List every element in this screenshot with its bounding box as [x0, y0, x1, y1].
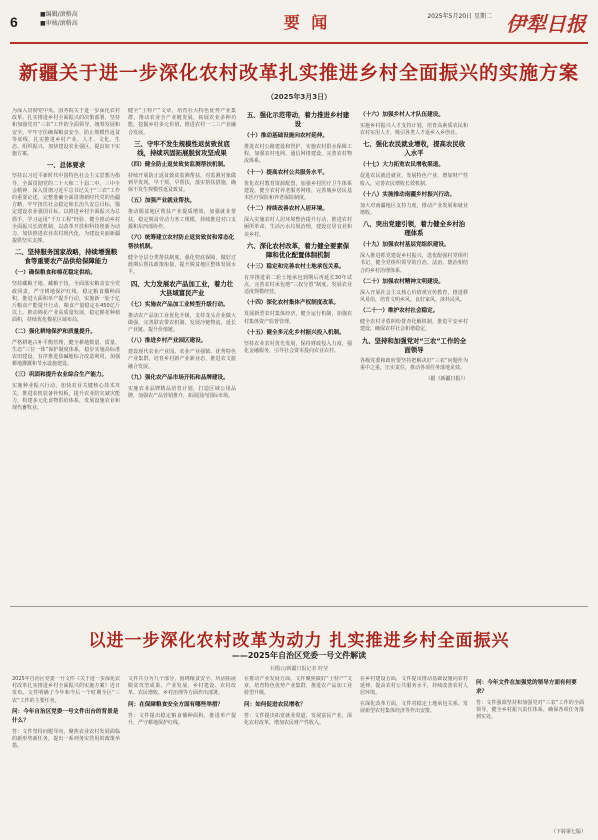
- subsection-heading: （一）确保粮食和棉花稳定供给。: [12, 270, 96, 277]
- paragraph: 在乡村建设方面，文件提出推动基础设施向农村延伸，提高农村公共服务水平，持续改善农村人居环境。: [360, 676, 468, 697]
- text-column: [360, 676, 468, 834]
- text-column: [244, 108, 352, 600]
- subsection-heading: （五）加强产业就业帮扶。: [128, 198, 196, 205]
- paragraph: 加大对南疆地区支持力度，推动产业发展和就业增收。: [360, 202, 468, 217]
- paragraph: 坚持藏粮于地、藏粮于技，全面落实粮食安全党政同责，严守耕地保护红线，稳定粮食播种面积，推进大面积单产提升行动，实施新一轮千亿斤粮食产能提升行动，粮食产量稳定在450亿斤以上。推动棉花产业高质量发展，稳定棉花种植面积，持续优化棉花区域布局。: [12, 281, 120, 324]
- section-heading: 四、大力发展农产品加工业，着力壮大县域富民产业: [130, 279, 234, 297]
- editor-line: ■编辑/滚格高: [40, 11, 78, 18]
- subsection-heading: （七）实施农产品加工业转型升级行动。: [128, 301, 229, 308]
- paragraph: 推进农村公路建设和管护，实施农村供水保障工程，加强农村电网、通信网络建设，完善农村物流体系。: [244, 144, 352, 165]
- paragraph: 答：文件坚持问题导向，聚焦农业农村发展面临的新形势新任务，提出一系列务实管用的政策举措。: [12, 728, 120, 750]
- headline-date: （2025年3月3日）: [266, 93, 332, 101]
- paragraph: 实施农业品牌精品培育计划，打造区域公用品牌，加强农产品营销推介，拓展国内国际市场。: [128, 385, 236, 400]
- paragraph: 深入实施农村人居环境整治提升行动，推进农村厕所革命、生活污水垃圾治理，建设宜居宜业和美乡村。: [244, 217, 352, 238]
- date-line: 2025年5月20日 星期二: [427, 13, 492, 20]
- subsection-heading: （十三）稳定和完善农村土地承包关系。: [244, 263, 345, 270]
- section-heading: 二、坚持服务国家战略，持续增强粮食等重要农产品供给保障能力: [14, 248, 118, 266]
- text-column: [360, 108, 468, 600]
- subsection-heading: （六）统筹建立农村防止返贫致贫和常态化帮扶机制。: [128, 235, 235, 251]
- subsection-heading: （十四）深化农村集体产权制度改革。: [244, 300, 340, 307]
- paragraph: 推动脱贫地区帮扶产业提质增效，加强就业帮扶，稳定脱贫劳动力务工规模，持续推进对口支援和东西部协作。: [128, 209, 236, 230]
- subsection-heading: （十五）健全多元化乡村振兴投入机制。: [244, 329, 345, 336]
- paragraph: 文件共分为九个部分，围绕粮食安全、巩固拓展脱贫攻坚成果、产业发展、乡村建设、农村改革、农民增收、乡村治理等方面作出部署。: [128, 676, 236, 697]
- text-column: [128, 108, 236, 600]
- subsection-heading: （十六）加强乡村人才队伍建设。: [360, 112, 444, 118]
- subsection-heading: （四）健全防止返贫致贫监测帮扶机制。: [128, 161, 229, 168]
- editor-info: [40, 10, 78, 28]
- section-heading: 八、突出党建引领，着力健全乡村治理体系: [362, 220, 466, 238]
- page-number: 6: [10, 14, 18, 30]
- byline: 石榴云/新疆日报记者 时莹: [269, 666, 329, 672]
- paragraph: 健全农村矛盾纠纷排查化解机制，推进平安乡村建设，确保农村社会和谐稳定。: [360, 319, 468, 333]
- text-column: [476, 676, 584, 834]
- paragraph: 推动农产品加工业优化升级，支持龙头企业做大做强，完善联农带农机制，发展冷链物流，延长产业链、提升价值链。: [128, 312, 236, 334]
- issue-date: [427, 12, 492, 21]
- section-heading: 五、强化示范带动，着力推进乡村建设: [246, 111, 350, 128]
- paragraph: 健全分层分类帮扶制度，强化兜底保障，做好过渡期后帮扶政策衔接，提升脱贫地区整体发展水平。: [128, 255, 236, 276]
- section-heading: 六、深化农村改革，着力健全要素保障和优化配置体制机制: [246, 241, 350, 259]
- headline-main: 新疆关于进一步深化农村改革扎实推进乡村全面振兴的实施方案: [18, 62, 579, 84]
- paragraph: 严格耕地占补平衡管理，健全耕地数量、质量、生态“三位一体”保护制度体系，稳步实施高标准农田建设，有序推进盐碱地综合改造利用，加强耕地灌溉和节水设施建设。: [12, 339, 120, 368]
- paragraph: 优化农村教育资源配置，加强乡村医疗卫生体系建设，健全农村养老服务网络，完善城乡居民基本医疗保险和养老保险制度。: [244, 180, 352, 202]
- section-heading: 七、强化农民就业增收，提高农民收入水平: [362, 140, 466, 158]
- paragraph: 答：文件提出拓宽就业渠道，发展富民产业，深化农村改革，增加农民财产性收入。: [244, 712, 352, 726]
- masthead: [10, 8, 588, 44]
- paragraph: 答：文件强调坚持和加强党对“三农”工作的全面领导，健全乡村振兴责任体系，确保各项任务落到实处。: [476, 700, 584, 721]
- subsection-heading: 问：今年文件在加强党的领导方面有何要求？: [476, 680, 577, 695]
- newspaper-logo: 伊犁日报: [506, 12, 586, 36]
- text-column: [12, 108, 120, 600]
- source-credit: （据《新疆日报》）: [425, 376, 468, 383]
- paragraph: 促进农民就近就业，发展特色产业，增加财产性收入，完善农民增收长效机制。: [360, 173, 468, 187]
- paragraph: 有序推进第二轮土地承包到期后再延长30年试点，完善农村承包地“三权分置”制度，发展农业适度规模经营。: [244, 274, 352, 296]
- section-heading: 一、总体要求: [46, 161, 86, 170]
- paragraph: 在推动产业发展方面，文件聚焦做好“土特产”文章，培育特色优势产业集群，推进农产品加工业转型升级。: [244, 676, 352, 697]
- reviewer-line: ■审核/滚格高: [40, 20, 78, 27]
- subsection-heading: 问：如何促进农民增收？: [244, 701, 306, 708]
- text-column: [12, 676, 120, 834]
- paragraph: 坚持农业农村优先发展，保持财政投入力度，强化金融服务，引导社会资本投向农业农村。: [244, 340, 352, 355]
- paragraph: 为深入贯彻党中央、国务院关于进一步深化农村改革、扎实推进乡村全面振兴的决策部署，坚持和加强党对“三农”工作的全面领导，统筹发展和安全，牢牢守住确保粮食安全、防止规模性返贫等底线，扎实推进乡村产业、人才、文化、生态、组织振兴，加快建设农业强区，提出如下实施方案。: [12, 108, 120, 158]
- subsection-heading: （九）强化农产品市场开拓和品牌建设。: [128, 374, 229, 381]
- section-heading: 三、守牢不发生规模性返贫致贫底线，持续巩固拓展脱贫攻坚成果: [134, 139, 230, 157]
- paragraph: 实施种业振兴行动，加快农业关键核心技术攻关，推进农机装备补短板，提升农业防灾减灾能力，构建多元化食物供给体系，发展设施农业和现代畜牧业。: [12, 383, 120, 412]
- subsection-heading: 问：今年自治区党委一号文件出台的背景是什么？: [12, 708, 119, 724]
- paragraph: 深入推进抓党建促乡村振兴，选优配强村党组织书记，健全党组织领导的自治、法治、德治相结合的乡村治理体系。: [360, 253, 468, 274]
- paragraph: 建设现代农业产业园、农业产业强镇、优势特色产业集群，培育乡村新产业新业态，推进农文旅融合发展。: [128, 349, 236, 370]
- subsection-heading: （十一）提高农村公共服务水平。: [244, 169, 328, 176]
- paragraph: 实施乡村振兴人才支持计划，培育高素质农民和农村实用人才，吸引各类人才返乡入乡创业。: [360, 123, 468, 137]
- subsection-heading: （二十一）维护农村社会稳定。: [360, 308, 439, 315]
- subsection-heading: 问：在保障粮食安全方面有哪些举措？: [128, 701, 224, 708]
- paragraph: 坚持以习近平新时代中国特色社会主义思想为指导，全面贯彻党的二十大和二十届二中、三中全会精神，深入贯彻习近平总书记关于“三农”工作的重要论述，完整准确全面贯彻新时代党的治疆方略，牢牢扭住社会稳定和长治久安总目标，锚定建设农业强国目标，以推进乡村全面振兴为总抓手，学习运用“千万工程”经验，健全推动乡村全面振兴长效机制，以改革开放和科技创新为动力，加快推进农业农村现代化，为建设美丽新疆提供坚实支撑。: [12, 173, 120, 245]
- paragraph: 答：文件提出稳定粮食播种面积，推进单产提升，严守耕地保护红线。: [128, 712, 236, 726]
- paragraph: 发展新型农村集体经济，健全运行机制，加强农村集体资产监督管理。: [244, 311, 352, 325]
- paragraph: 2025年自治区党委一号文件《关于进一步深化农村改革扎实推进乡村全面振兴的实施方案》近日发布。文件明确了今年和今后一个时期全区“三农”工作的主要任务。: [12, 676, 120, 704]
- paragraph: 健全“土特产”文章，培育壮大特色优势产业集群，推动农业全产业链发展，拓展农业多种功能，挖掘乡村多元价值，推进农村一二三产业融合发展。: [128, 108, 236, 136]
- text-column: [244, 676, 352, 834]
- text-column: [128, 676, 236, 834]
- paragraph: 在深化改革方面，文件对稳定土地承包关系、发展新型农村集体经济等作出安排。: [360, 700, 468, 714]
- subsection-heading: （三）巩固和提升农业综合生产能力。: [12, 372, 108, 379]
- subsection-heading: （八）推进乡村产业园区建设。: [128, 338, 207, 345]
- subsection-heading: （十八）实施推动南疆乡村振兴行动。: [360, 191, 456, 198]
- subsection-heading: （十七）大力拓宽农民增收渠道。: [360, 162, 444, 169]
- paragraph: 深入开展社会主义核心价值观宣传教育，推进移风易俗，培育文明乡风、良好家风、淳朴民风。: [360, 289, 468, 304]
- subsection-heading: （二）强化耕地保护和质量提升。: [12, 328, 96, 335]
- subsection-heading: （十）推动基础设施向农村延伸。: [244, 133, 328, 139]
- section-heading: 九、坚持和加强党对“三农”工作的全面领导: [361, 336, 467, 354]
- paragraph: 各级党委和政府要坚持把解决好“三农”问题作为重中之重，压实责任，推动各项任务落地见效。: [360, 357, 468, 371]
- subsection-heading: （十九）加强农村基层党组织建设。: [360, 242, 450, 249]
- headline-secondary-subtitle: ——2025年自治区党委一号文件解读: [231, 651, 367, 660]
- subsection-heading: （十二）持续改善农村人居环境。: [244, 206, 328, 213]
- subsection-heading: （二十）加强农村精神文明建设。: [360, 278, 444, 285]
- paragraph: 持续开展防止返贫致贫监测帮扶，对监测对象做到早发现、早干预、早帮扶，落实帮扶措施，确保不发生规模性返贫致贫。: [128, 172, 236, 194]
- continued-note: （下转第七版）: [550, 829, 586, 835]
- section-title: 要 闻: [283, 13, 331, 32]
- section-divider: [10, 606, 588, 607]
- headline-secondary: 以进一步深化农村改革为动力 扎实推进乡村全面振兴: [88, 631, 510, 651]
